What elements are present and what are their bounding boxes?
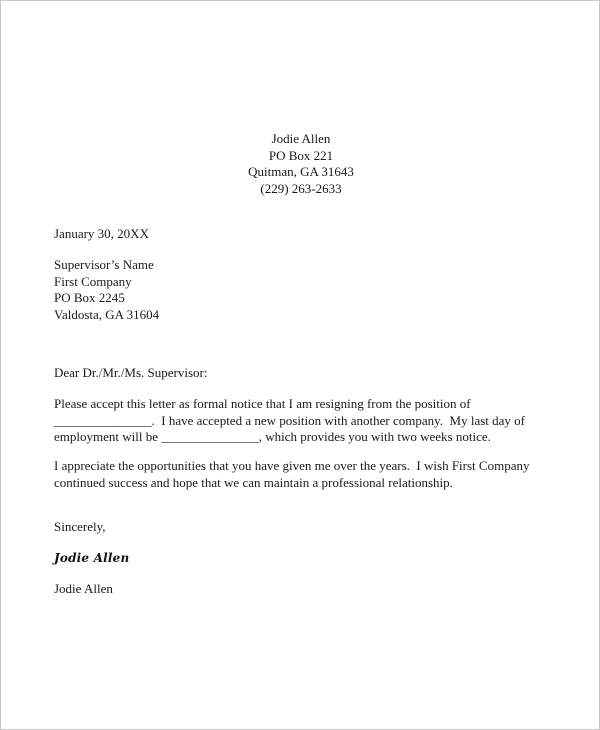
sender-address-line1: PO Box 221 <box>268 147 334 163</box>
sender-name: Jodie Allen <box>271 131 331 146</box>
body-paragraph-2 <box>54 458 529 491</box>
body-paragraph-1-line: Please accept this letter as formal notice that I am resigning from the position of <box>54 396 471 411</box>
letter-date: January 30, 20XX <box>54 226 149 241</box>
body-paragraph-2-line: I appreciate the opportunities that you have given me over the years. I wish First Company <box>54 458 530 473</box>
body-paragraph-1-line: employment will be _______________, which provides you with two weeks notice. <box>54 429 491 444</box>
sender-block <box>1 131 600 197</box>
recipient-address-line1: PO Box 2245 <box>54 290 125 305</box>
recipient-company: First Company <box>54 273 132 289</box>
recipient-name: Supervisor’s Name <box>54 257 154 272</box>
body-paragraph-1-line: _______________. I have accepted a new position with another company. My last day of <box>54 412 526 428</box>
recipient-address-line2: Valdosta, GA 31604 <box>54 306 160 322</box>
typed-name: Jodie Allen <box>54 581 113 596</box>
recipient-block <box>54 257 159 323</box>
signature: Jodie Allen <box>54 551 130 565</box>
sender-address-line2: Quitman, GA 31643 <box>248 164 354 179</box>
body-paragraph-1 <box>54 396 525 446</box>
body-paragraph-2-line: continued success and hope that we can maintain a professional relationship. <box>54 474 453 490</box>
closing: Sincerely, <box>54 519 106 534</box>
sender-phone: (229) 263-2633 <box>260 180 342 196</box>
salutation: Dear Dr./Mr./Ms. Supervisor: <box>54 365 208 380</box>
